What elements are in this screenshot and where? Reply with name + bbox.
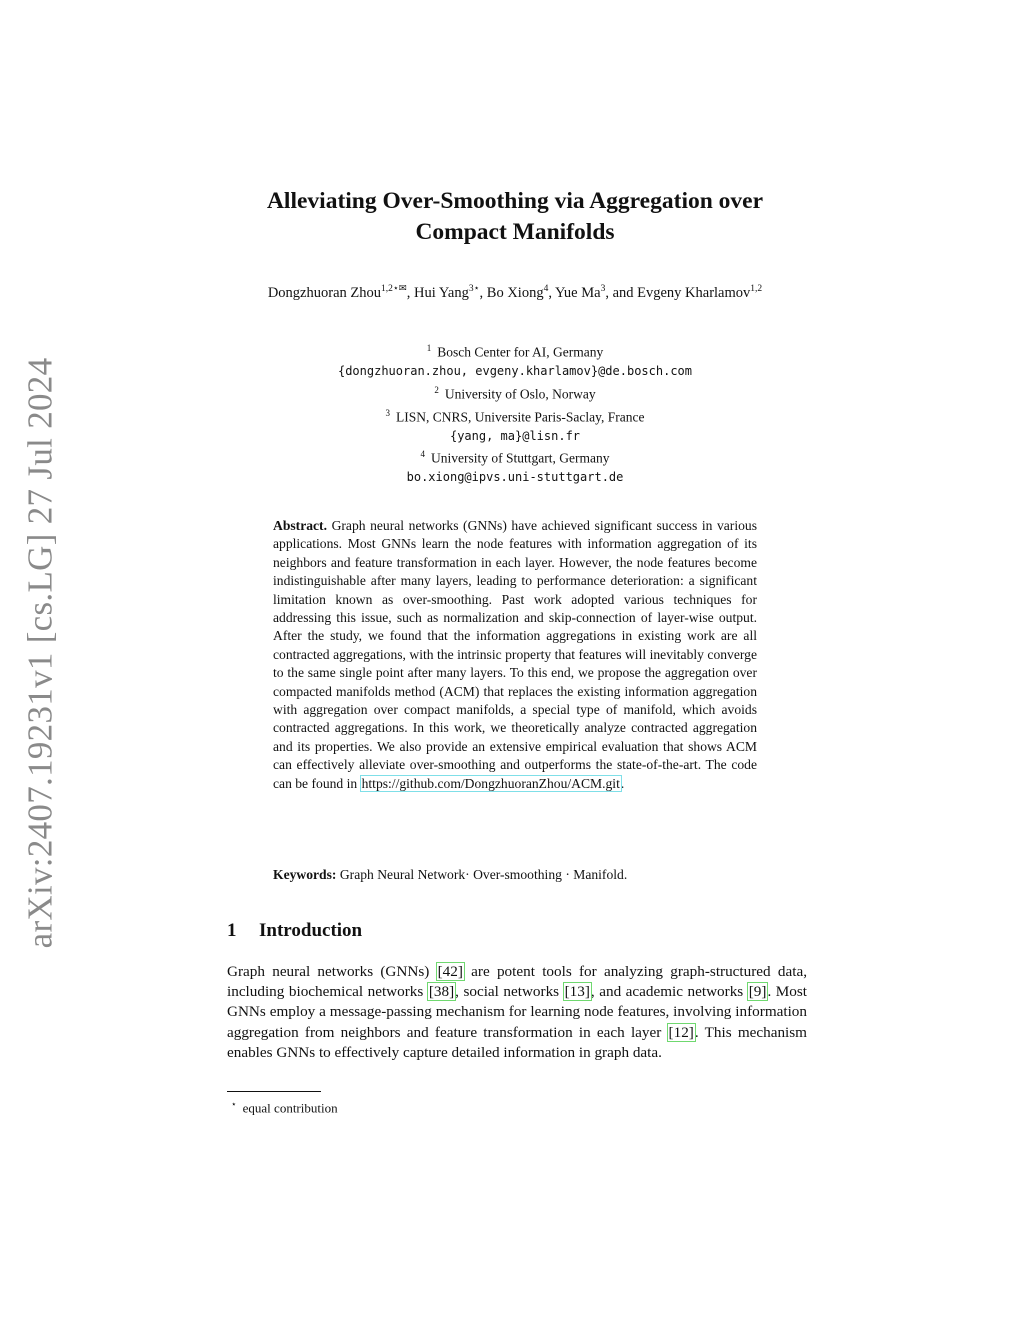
intro-text: Graph neural networks (GNNs)	[227, 963, 437, 980]
section-number: 1	[227, 920, 237, 941]
affiliation-mark: 4	[420, 449, 426, 459]
affiliation-mark: 1	[426, 343, 432, 353]
author-marks: 1,2⋆✉	[380, 284, 407, 295]
author-list	[230, 283, 800, 303]
section-title: Introduction	[259, 920, 363, 941]
section-heading	[227, 918, 807, 944]
author-name: Yue Ma	[555, 285, 601, 301]
author-name: Evgeny Kharlamov	[637, 285, 751, 301]
author-name: Bo Xiong	[486, 285, 544, 301]
citation-link[interactable]: [9]	[748, 983, 767, 1001]
intro-text: . This mechanism enables GNNs to effectively capture detailed information in graph data.	[227, 1023, 807, 1061]
author-marks: 4	[543, 284, 549, 295]
keywords	[273, 866, 757, 884]
intro-text: , and academic networks	[590, 983, 748, 1001]
title-line-1: Alleviating Over-Smoothing via Aggregation over	[266, 188, 764, 214]
affiliation-list	[230, 339, 800, 487]
author-marks: 1,2	[750, 284, 763, 295]
title-line-2: Compact Manifolds	[415, 219, 615, 245]
intro-text: , social networks	[455, 983, 564, 1001]
affiliation-email: {yang, ma}@lisn.fr	[449, 428, 581, 443]
footnote-rule	[227, 1091, 321, 1092]
affiliation-name: LISN, CNRS, Universite Paris-Saclay, France	[396, 409, 645, 424]
affiliation-mark: 3	[385, 407, 391, 418]
affiliation-mark: 2	[434, 384, 439, 395]
abstract-label: Abstract.	[273, 518, 327, 533]
abstract-text: Graph neural networks (GNNs) have achieved significant success in various applications. Most GNNs learn the node features with information aggregation of its neighbors and feature transformation in each layer. However, the node features become indistinguishable after many layers, leading to performance deterioration: a significant limitation known as over-smoothing. Past work adopted various techniques for addressing this issue, such as normalization and skip-connection of layer-wise output. After the study, we found that the information aggregations in existing work are all contracted aggregations, with the intrinsic property that features will inevitably converge to the same single point after many layers. To this end, we propose the aggregation over compacted manifolds method (ACM) that replaces the existing information aggregation with aggregation over compact manifolds, a special type of manifold, which avoids contracted aggregations. In this work, we theoretically analyze contracted aggregation and its properties. We also provide an extensive empirical evaluation that shows ACM can effectively alleviate over-smoothing and outperforms the state-of-the-art. The code can be found in	[273, 518, 757, 791]
paper-title	[180, 186, 850, 248]
affiliation-email: {dongzhuoran.zhou, evgeny.kharlamov}@de.bosch.com	[337, 364, 692, 378]
author-separator: , and	[605, 285, 638, 301]
arxiv-stamp	[10, 357, 70, 948]
author-separator: ,	[479, 285, 487, 301]
footnote-mark: ⋆	[231, 1099, 237, 1109]
affiliation-name: Bosch Center for AI, Germany	[437, 344, 604, 360]
footnote	[227, 1096, 807, 1116]
author-name: Dongzhuoran Zhou	[267, 285, 381, 301]
affiliation-name: University of Oslo, Norway	[444, 386, 596, 401]
affiliation	[230, 381, 800, 404]
author-marks: 3	[600, 284, 606, 295]
abstract-end: .	[620, 775, 625, 791]
code-link[interactable]: https://github.com/DongzhuoranZhou/ACM.git	[361, 775, 620, 791]
keywords-text: Graph Neural Network· Over-smoothing · Manifold.	[339, 867, 628, 882]
citation-link[interactable]: [12]	[668, 1023, 694, 1041]
citation-link[interactable]: [42]	[437, 963, 463, 980]
arxiv-stamp-text: arXiv:2407.19231v1 [cs.LG] 27 Jul 2024	[20, 357, 59, 948]
author-marks: 3⋆	[468, 284, 480, 295]
author-separator: ,	[548, 285, 556, 301]
affiliation-email: bo.xiong@ipvs.uni-stuttgart.de	[406, 470, 624, 484]
intro-paragraph	[227, 962, 807, 1063]
affiliation-name: University of Stuttgart, Germany	[431, 450, 610, 466]
citation-link[interactable]: [13]	[564, 983, 590, 1001]
intro-text: are potent tools for analyzing graph-structured data, including biochemical networks	[227, 963, 807, 1001]
author-name: Hui Yang	[414, 285, 469, 301]
abstract	[273, 517, 757, 793]
author-separator: ,	[406, 285, 415, 301]
footnote-text: equal contribution	[242, 1100, 338, 1116]
affiliation	[230, 445, 800, 468]
affiliation	[230, 404, 800, 427]
keywords-label: Keywords:	[273, 867, 337, 882]
citation-link[interactable]: [38]	[428, 983, 455, 1001]
intro-text: . Most GNNs employ a message-passing mechanism for learning node features, involving information aggregation from neighbors and feature transformation in each layer	[227, 983, 808, 1041]
affiliation	[230, 339, 800, 362]
